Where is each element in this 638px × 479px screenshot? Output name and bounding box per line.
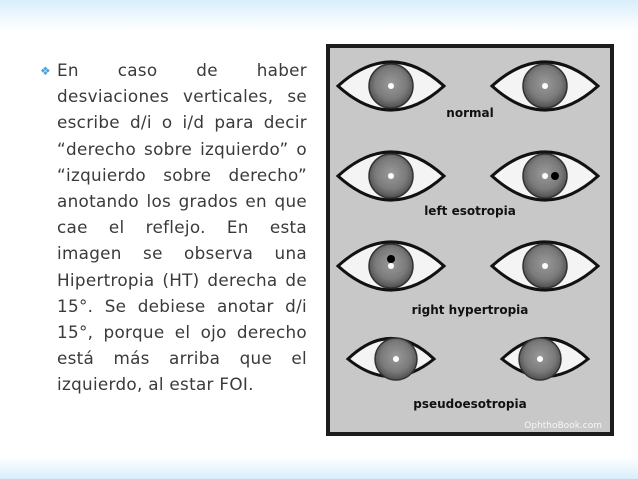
label-pseudoesotropia: pseudoesotropia — [413, 397, 527, 411]
label-right-hypertropia: right hypertropia — [411, 303, 529, 317]
watermark: OphthoBook.com — [524, 421, 602, 431]
bullet-icon: ❖ — [40, 64, 51, 78]
label-left-esotropia: left esotropia — [424, 204, 516, 218]
label-normal: normal — [446, 106, 494, 120]
slide-body-text: En caso de haber desviaciones verticales, se escribe d/i o i/d para decir “derecho sobre izquierdo” o “izquierdo sobre derecho” anotando los grados en que cae el reflejo. En esta imagen se observa una Hipertropia (HT) derecha de 15°. Se debiese anotar d/i 15°, porque el ojo derecho está más arriba que el izquierdo, al estar FOI. — [57, 60, 307, 395]
top-decor-bar — [0, 0, 638, 30]
eye-positions-figure — [326, 44, 614, 436]
bottom-decor-bar — [0, 457, 638, 479]
